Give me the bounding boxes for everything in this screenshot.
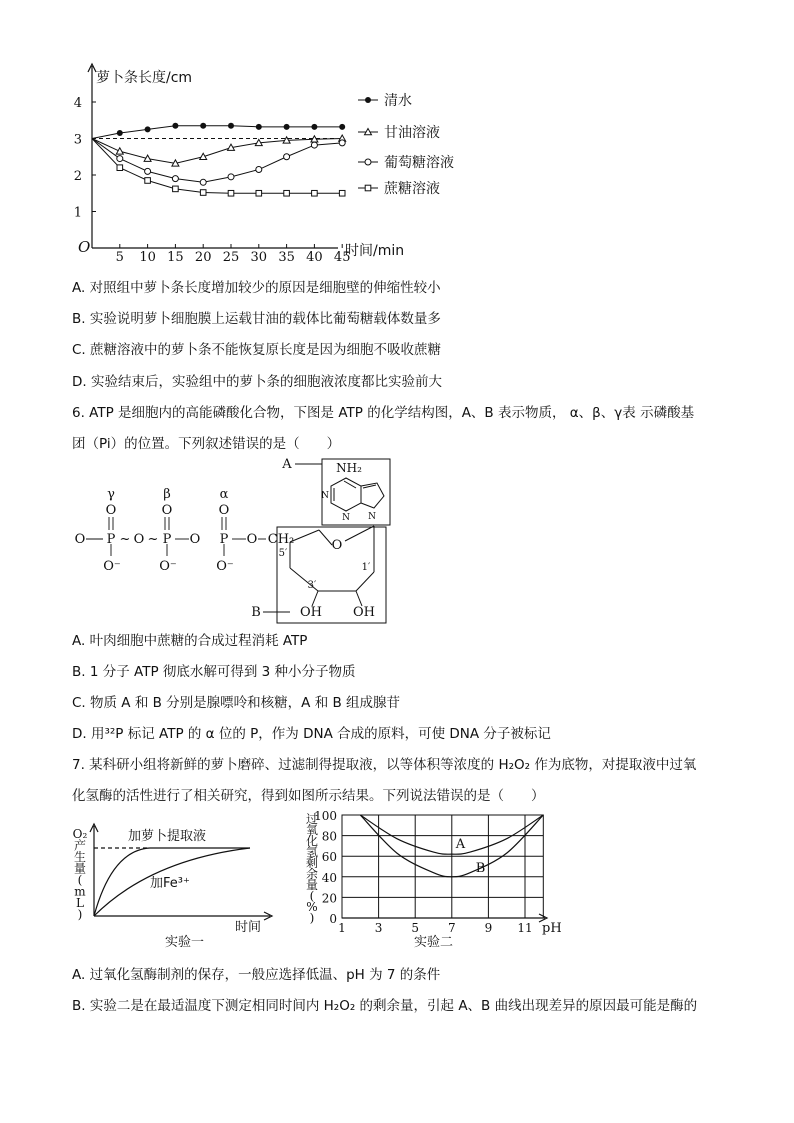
chart1-data-point [312,190,318,196]
chart1-data-point [311,124,317,130]
chart3-series-label: A [455,837,466,853]
chart2-series-extract-label: 加萝卜提取液 [128,829,207,844]
chart1-series-line [92,139,342,194]
q5-option-d: D. 实验结束后，实验组中的萝卜条的细胞液浓度都比实验前大 [72,374,442,390]
chart1-data-point [200,190,206,196]
radish-length-chart [0,0,794,270]
chart1-data-point [256,167,262,173]
chart3-ylabel-char: 量 [305,878,319,892]
chart1-data-point [256,124,262,130]
phosphate-beta: P [162,532,172,547]
svg-text:O: O [133,532,145,547]
chart2-ylabel-char: L [76,896,84,910]
chart2-ylabel-char: ( [77,873,83,887]
chart1-data-point [117,156,123,162]
chart2-ylabel-char: 生 [73,850,87,864]
q6-option-b: B. 1 分子 ATP 彻底水解可得到 3 种小分子物质 [72,664,356,680]
adenine-n2: N [342,513,350,523]
q5-option-a: A. 对照组中萝卜条长度增加较少的原因是细胞壁的伸缩性较小 [72,280,441,296]
chart1-ytick-label: 3 [73,132,82,148]
chart2-ylabel-char: m [74,884,86,899]
label-a: A [282,457,292,472]
chart1-legend-label: 甘油溶液 [384,125,440,141]
chart1-ytick-label: 1 [73,205,82,221]
alpha-label: α [219,487,229,502]
phosphate-alpha: P [219,532,229,547]
svg-text:O: O [246,532,258,547]
svg-text:~: ~ [147,532,159,547]
chart3-caption: 实验二 [414,935,454,950]
q6-stem-line2: 团（Pi）的位置。下列叙述错误的是（ ） [72,436,341,452]
chart1-xtick-label: 30 [250,250,268,265]
nh2-label: NH₂ [336,461,362,475]
chart1-legend-marker [365,185,371,191]
svg-text:O⁻: O⁻ [216,559,234,574]
chart2-curve-fe [94,848,250,916]
svg-text:O: O [189,532,201,547]
chart1-data-point [311,142,317,148]
svg-text:O: O [218,503,230,518]
chart1-xtick-label: 5 [115,250,124,265]
chart3-ytick-label: 60 [321,850,337,865]
chart1-legend-label: 蔗糖溶液 [384,181,440,197]
oh-right: OH [353,605,375,620]
q6-option-d: D. 用³²P 标记 ATP 的 α 位的 P，作为 DNA 合成的原料，可使 DNA 分子被标记 [72,726,551,742]
beta-label: β [163,487,171,502]
chart1-data-point [172,123,178,129]
chart3-ytick-label: 0 [329,912,337,926]
q7-stem-line2: 化氢酶的活性进行了相关研究，得到如图所示结果。下列说法错误的是（ ） [72,788,545,804]
chart3-plot-frame [342,815,543,918]
chart3-ylabel-char: 过 [305,812,319,826]
ribose-ring [290,526,374,606]
chart1-xtick-label: 45 [333,250,351,265]
chart3-ytick-label: 80 [321,829,337,844]
adenine-ring [331,478,384,511]
chart2-ylabel-char: O₂ [72,827,88,841]
chart3-xtick-label: 3 [374,921,383,935]
svg-text:O: O [105,503,117,518]
chart3-ylabel-char: ( [309,889,315,903]
chart3-ylabel-char: 氢 [305,845,319,859]
chart1-data-point [173,186,179,192]
chart1-legend-label: 清水 [384,93,412,109]
chart1-ytick-label: 4 [73,96,82,111]
chart1-data-point [145,126,151,132]
q6-stem-line1: 6. ATP 是细胞内的高能磷酸化合物，下图是 ATP 的化学结构图，A、B 表示物质， α、β、γ表 示磷酸基 [72,405,695,421]
svg-text:O⁻: O⁻ [103,559,121,574]
chart1-data-point [339,190,345,196]
chart1-series-line [92,139,342,183]
chart2-ylabel-char: ) [77,907,83,922]
chart1-origin: O [78,238,91,256]
chart1-data-point [339,124,345,130]
chart1-data-point [228,190,234,196]
chart1-data-point [339,140,345,146]
ribose-ring-oxygen: O [331,538,343,553]
ch2-label: CH₂ [267,532,295,547]
chart3-ylabel-char: 剩 [305,856,319,870]
prime-1: 1′ [361,562,371,573]
chart1-xtick-label: 15 [167,250,184,265]
chart1-series-line [92,139,342,164]
q7-option-b: B. 实验二是在最适温度下测定相同时间内 H₂O₂ 的剩余量，引起 A、B 曲线出现差异的原因最可能是酶的 [72,998,698,1014]
chart1-data-point [172,176,178,182]
chart1-data-point [228,123,234,129]
chart1-data-point [284,124,290,130]
q7-stem-line1: 7. 某科研小组将新鲜的萝卜磨碎、过滤制得提取液，以等体积等浓度的 H₂O₂ 作为底物，对提取液中过氧 [72,757,697,773]
chart3-xtick-label: 7 [447,921,456,935]
chart1-legend-marker [365,97,371,103]
chart3-ytick-label: 20 [321,891,337,906]
gamma-label: γ [107,487,115,502]
label-b: B [251,605,261,620]
chart1-legend-label: 葡萄糖溶液 [384,155,454,171]
q5-option-c: C. 蔗糖溶液中的萝卜条不能恢复原长度是因为细胞不吸收蔗糖 [72,342,442,358]
chart3-ylabel-char: 化 [305,834,319,848]
chart3-xtick-label: 9 [484,921,493,935]
chart1-xtick-label: 40 [306,250,323,265]
chart2-curve-extract [94,848,250,916]
svg-text:O⁻: O⁻ [159,559,177,574]
chart3-ylabel-char: 余 [305,867,319,881]
chart1-data-point [200,123,206,129]
chart2-series-fe-label: 加Fe³⁺ [150,876,190,891]
chart3-xtick-label: 5 [411,921,420,935]
q5-option-b: B. 实验说明萝卜细胞膜上运载甘油的载体比葡萄糖载体数量多 [72,311,441,327]
chart1-xtick-label: 25 [222,250,240,265]
prime-5: 5′ [278,548,288,559]
chart1-data-point [145,168,151,174]
chart1-legend-marker [365,159,371,165]
adenine-n3: N [368,512,376,522]
chart3-ylabel-char: ) [309,911,315,925]
prime-3: 3′ [307,580,317,591]
svg-text:O: O [161,503,173,518]
chart1-series-line [92,126,342,139]
chart2-xlabel: 时间 [235,920,262,935]
chart1-data-point [117,165,123,171]
phosphate-gamma: P [106,532,116,547]
chart1-xtick-label: 20 [194,250,212,265]
chart3-ytick-label: 40 [321,870,337,885]
chart1-data-point [284,154,290,160]
chart3-ytick-label: 100 [314,809,337,823]
chart3-series-curve [360,815,543,877]
chart3-xtick-label: 1 [338,921,346,935]
chart3-xlabel: pH [542,921,562,936]
chart1-data-point [284,190,290,196]
chart2-ylabel-char: 产 [73,838,87,853]
chart1-data-point [145,178,151,184]
ribose-box [277,527,386,623]
q6-option-c: C. 物质 A 和 B 分别是腺嘌呤和核糖，A 和 B 组成腺苷 [72,695,401,711]
chart1-xtick-label: 35 [278,250,295,265]
chart1-ytick-label: 2 [73,169,82,184]
chart3-xtick-label: 11 [517,921,533,935]
chart1-data-point [228,174,234,180]
oh-left: OH [300,605,322,620]
chart1-data-point [200,179,206,185]
chart2-caption: 实验一 [165,935,205,950]
chart2-ylabel-char: 量 [73,861,87,876]
chart1-xtick-label: 10 [139,250,156,265]
chart3-series-curve [360,815,543,854]
svg-text:O: O [74,532,86,547]
q6-option-a: A. 叶肉细胞中蔗糖的合成过程消耗 ATP [72,633,308,649]
q7-option-a: A. 过氧化氢酶制剂的保存，一般应选择低温、pH 为 7 的条件 [72,967,441,983]
chart1-data-point [117,130,123,136]
chart3-ylabel-char: 氧 [305,823,319,837]
chart1-ylabel: 萝卜条长度/cm [96,70,193,86]
chart1-xlabel: 时间/min [345,243,405,259]
chart3-series-label: B [475,860,486,876]
chart3-ylabel-char: % [306,900,318,914]
adenine-n1: N [321,491,329,501]
chart1-data-point [116,148,123,154]
svg-text:~: ~ [119,532,131,547]
chart1-data-point [256,190,262,196]
adenine-box [322,459,390,525]
